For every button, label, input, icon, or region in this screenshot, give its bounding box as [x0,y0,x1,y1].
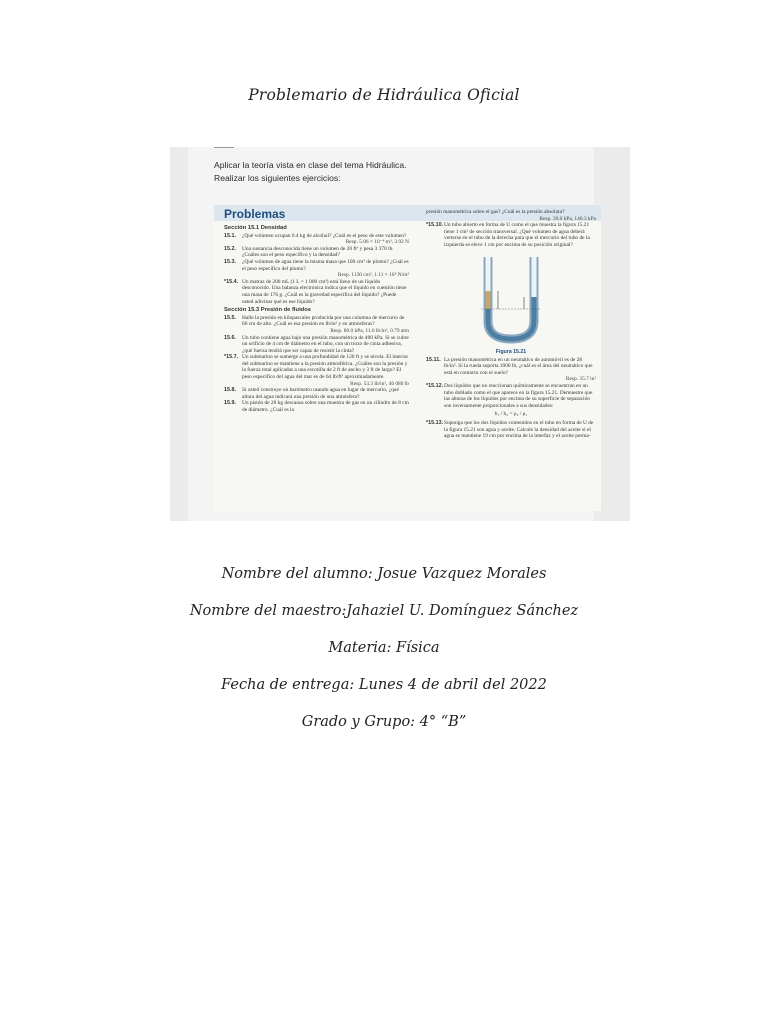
teacher-name: Nombre del maestro:Jahaziel U. Domínguez Sánchez [189,603,579,619]
problem-number: 15.6. [224,334,236,341]
problem-item [224,354,409,387]
problem-text: ¿Qué volumen ocupan 0.4 kg de alcohol? ¿Cuál es el peso de este volumen? Resp. 5.06 × 10⁻⁴ m³, 3.92 N [242,232,409,246]
grade-group: Grado y Grupo: 4° “B” [301,714,467,730]
problem-number: 15.11. [426,356,441,363]
formula-equals: = [508,411,514,418]
problem-text: Un pistón de 20 kg descansa sobre una muestra de gas en un cilindro de 8 cm de diámetro. ¿Cuál es la [242,400,409,414]
right-top-text: presión manométrica sobre el gas? ¿Cuál es la presión absoluta? [426,209,565,215]
problem-text: La presión manométrica en un neumático de automóvil es de 28 lb/in². Si la rueda soporta 1000 lb, ¿cuál es el área del neumático que está en contacto con el suelo? Resp. 35.7 in² [444,356,596,383]
problems-heading: Problemas [224,207,286,221]
right-problems-1 [426,222,596,248]
problem-item [224,400,409,413]
right-column [426,209,596,509]
problem-text: Un tubo abierto en forma de U como el que muestra la figura 15.21 tiene 1 cm² de sección transversal. ¿Qué volumen de agua deberá verterse en el tubo de la derecha para que el mercurio del tubo de la izquierda se eleve 1 cm por encima de su posición original? [444,222,590,248]
problem-answer: Resp. 80.0 kPa, 11.6 lb/in², 0.79 atm [330,327,409,334]
problem-number: 15.1. [224,232,236,239]
left-column [224,223,409,509]
u-tube-figure [426,251,596,355]
problem-number: *15.13. [426,419,444,426]
problem-item [426,222,596,248]
right-problems-2 [426,357,596,440]
intro-line-1: Aplicar la teoría vista en clase del tema Hidráulica. [214,160,407,170]
problem-answer: Resp. 5.06 × 10⁻⁴ m³, 3.92 N [345,239,409,246]
density-problems [224,233,409,306]
scan-intro [214,159,407,185]
problem-item [224,259,409,279]
problem-text: Un tubo contiene agua bajo una presión manométrica de 400 kPa. Si se cubre un orificio de 4 cm de diámetro en el tubo, con un trozo de cinta adhesiva, ¿qué fuerza tendrá que ser capaz de resistir la cinta? [242,334,409,354]
problem-number: *15.12. [426,382,444,389]
problem-item [224,335,409,355]
problem-number: 15.8. [224,387,236,394]
problem-number: *15.10. [426,222,444,229]
problem-item [224,387,409,400]
problem-item [224,233,409,246]
problem-number: 15.9. [224,400,236,407]
problem-item [224,279,409,305]
u-tube-diagram [426,251,596,347]
section-pressure: Sección 15.3 Presión de fluidos [224,307,311,314]
problem-answer: Resp. 35.7 in² [565,376,596,383]
problem-number: *15.4. [224,278,239,285]
due-date: Fecha de entrega: Lunes 4 de abril del 2022 [221,677,547,693]
problem-item [224,315,409,335]
student-name: Nombre del alumno: Josue Vazquez Morales [221,566,547,582]
problem-text: Una sustancia desconocida tiene un volumen de 20 ft³ y pesa 3 370 lb. ¿Cuáles son el peso específico y la densidad? [242,245,394,259]
problem-number: 15.5. [224,314,236,321]
problem-text: Dos líquidos que no reaccionan químicamente se encuentran en un tubo doblado como el que aparece en la figura 15.21. Demuestre que las alturas de los líquidos por encima de su superficie de separación son inversamente proporcionales a sus densidades: [444,382,593,409]
problem-text: ¿Qué volumen de agua tiene la misma masa que 100 cm³ de plomo? ¿Cuál es el peso específico del plomo? Resp. 1130 cm³, 1.11 × 10⁵ N/m³ [242,258,409,279]
problem-number: 15.3. [224,258,236,265]
figure-caption: Figura 15.21 [495,349,527,356]
section-density: Sección 15.1 Densidad [224,225,287,231]
problem-text: Un matraz de 200 mL (1 L = 1 000 cm³) está lleno de un líquido desconocido. Una balanza electrónica indica que el líquido en cuestión tiene una masa de 176 g. ¿Cuál es la gravedad específica del líquido? ¿Puede usted adivinar qué es ese líquido? [242,278,407,305]
problem-text: Suponga que los dos líquidos contenidos en el tubo en forma de U de la figura 15.21 son agua y aceite. Calcule la densidad del aceite si el agua se mantiene 19 cm por encima de la interfaz y el aceite perma- [444,419,594,440]
density-ratio-formula [426,411,596,418]
problem-item [426,420,596,440]
problem-item [426,357,596,383]
intro-line-2: Realizar los siguientes ejercicios: [214,173,341,183]
scan-top-mark [214,147,234,148]
problem-text: Halle la presión en kilopascales producida por una columna de mercurio de 60 cm de alto. ¿Cuál es esa presión en lb/in² y en atmósferas? Resp. 80.0 kPa, 11.6 lb/in², 0.79 atm [242,314,409,334]
problem-item [426,383,596,409]
formula-right: ρ₂ / ρ₁ [513,411,528,418]
formula-left: h₁ / h₂ [494,411,509,418]
right-top-answer: Resp. 39.0 kPa, 140.3 kPa [539,215,596,222]
problem-item [224,246,409,259]
problem-answer: Resp. 53.3 lb/in², 46 080 lb [350,380,409,387]
problem-number: 15.2. [224,245,236,252]
problem-number: *15.7. [224,354,239,361]
pressure-problems [224,315,409,414]
problem-text: Un submarino se sumerge a una profundidad de 120 ft y se nivela. El interior del submarino se mantiene a la presión atmosférica. ¿Cuáles son la presión y la fuerza total aplicadas a una escotilla de 2 ft de ancho y 3 ft de largo? El peso específico del agua del mar es de 64 lb/ft³ aproximadamente. Resp. 53.3 lb/in², 46 080 lb [242,354,409,387]
textbook-page [214,205,601,511]
problem-text: Si usted construye un barómetro usando agua en lugar de mercurio, ¿qué altura del agua indicará una presión de una atmósfera? [242,387,399,400]
subject: Materia: Física [328,640,440,656]
problem-answer: Resp. 1130 cm³, 1.11 × 10⁵ N/m³ [337,272,409,279]
document-title: Problemario de Hidráulica Oficial [248,86,520,104]
scanned-problem-sheet [170,147,630,521]
